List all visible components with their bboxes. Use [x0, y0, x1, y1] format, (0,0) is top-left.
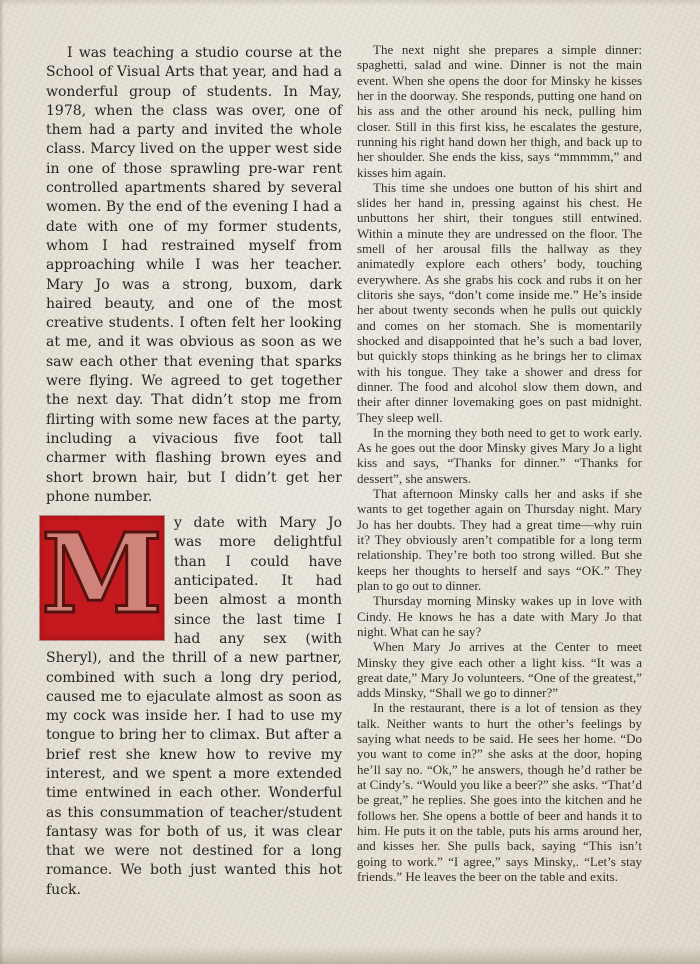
paragraph: y date with Mary Jo was more delightful than I could have anticipated. It had been almost a month since the last time I had any sex (with Sheryl), and the thrill of a new partner, combined with such a long dry period, caused me to ejaculate almost as soon as my cock was inside her. I had to use my tongue to bring her to climax. But after a brief rest she knew how to revive my interest, and we spent a more extended time entwined in each other. Wonderful as this consummation of teacher/student fantasy was for both of us, it was clear that we were not destined for a long romance. We both just wanted this hot fuck.	[46, 515, 342, 898]
page-left-shade	[0, 0, 4, 964]
left-text-column	[41, 44, 342, 900]
paragraph: That afternoon Minsky calls her and asks if she wants to get together again on Thursday night. Mary Jo has her doubts. They had a great time—why ruin it? They obviously aren’t compatible for a long term relationship. They’re both too strong willed. But she keeps her thoughts to herself and says “OK.” They plan to go out to dinner.	[357, 486, 642, 593]
page-bottom-shadow	[0, 946, 700, 964]
paragraph: The next night she prepares a simple dinner: spaghetti, salad and wine. Dinner is not the main event. When she opens the door for Minsky he kisses her in the doorway. She responds, putting one hand on his ass and the other around his neck, pulling him closer. Still in this first kiss, he escalates the gesture, running his right hand down her thigh, and back up to her shoulder. She ends the kiss, says “mmmmm,” and kisses him again.	[357, 42, 642, 180]
paragraph: When Mary Jo arrives at the Center to meet Minsky they give each other a light kiss. “It was a great date,” Mary Jo volunteers. “One of the greatest,” adds Minsky, “Shall we go to dinner?”	[357, 639, 642, 701]
paragraph: This time she undoes one button of his shirt and slides her hand in, pressing against his chest. He unbuttons her shirt, their tongues still entwined. Within a minute they are undressed on the floor. The smell of her arousal fills the hallway as they animatedly explore each others’ body, touching everywhere. As she grabs his cock and rubs it on her clitoris she says, “don’t come inside me.” He’s inside her about twenty seconds when he pulls out quickly and comes on her stomach. She is momentarily shocked and disappointed that he’s such a bad lover, but quickly stops thinking as he brings her to climax with his tongue. They take a shower and dress for dinner. The food and alcohol slow them down, and their after dinner lovemaking goes on past midnight. They sleep well.	[357, 179, 642, 425]
paragraph: I was teaching a studio course at the School of Visual Arts that year, and had a wonderful group of students. In May, 1978, when the class was over, one of them had a party and invited the whole class. Marcy lived on the upper west side in one of those sprawling pre-war rent controlled apartments shared by several women. By the end of the evening I had a date with one of my former students, whom I had restrained myself from approaching while I was her teacher. Mary Jo was a strong, buxom, dark haired beauty, and one of the most creative students. I often felt her looking at me, and it was obvious as soon as we saw each other that evening that sparks were flying. We agreed to get together the next day. That didn’t stop me from flirting with some new faces at the party, including a vivacious five foot tall charmer with flashing brown eyes and short brown hair, but I didn’t get her phone number.	[46, 45, 342, 505]
dropcap-letter-m: M	[41, 509, 163, 639]
dropcap-box	[40, 509, 164, 640]
right-text-column	[357, 42, 642, 884]
page-top-shade	[0, 0, 700, 6]
paragraph: In the restaurant, there is a lot of tension as they talk. Neither wants to hurt the other’s feelings by saying what needs to be said. He sees her home. “Do you want to come in?” she asks at the door, hoping he’ll say no. “Ok,” he answers, though he’d rather be at Cindy’s. “Would you like a beer?” she asks. “That’d be great,” he replies. She goes into the kitchen and he follows her. She opens a bottle of beer and hands it to him. He puts it on the table, puts his arms around her, and kisses her. She pulls back, saying “This isn’t going to work.” “I agree,” says Minsky,. “Let’s stay friends.” He leaves the beer on the table and exits.	[357, 700, 642, 884]
paragraph: In the morning they both need to get to work early. As he goes out the door Minsky gives Mary Jo a light kiss and says, “Thanks for dinner.” “Thanks for dessert”, she answers.	[357, 424, 642, 486]
paragraph: Thursday morning Minsky wakes up in love with Cindy. He knows he has a date with Mary Jo that night. What can he say?	[357, 593, 642, 639]
dropcap-paragraph	[41, 509, 342, 900]
